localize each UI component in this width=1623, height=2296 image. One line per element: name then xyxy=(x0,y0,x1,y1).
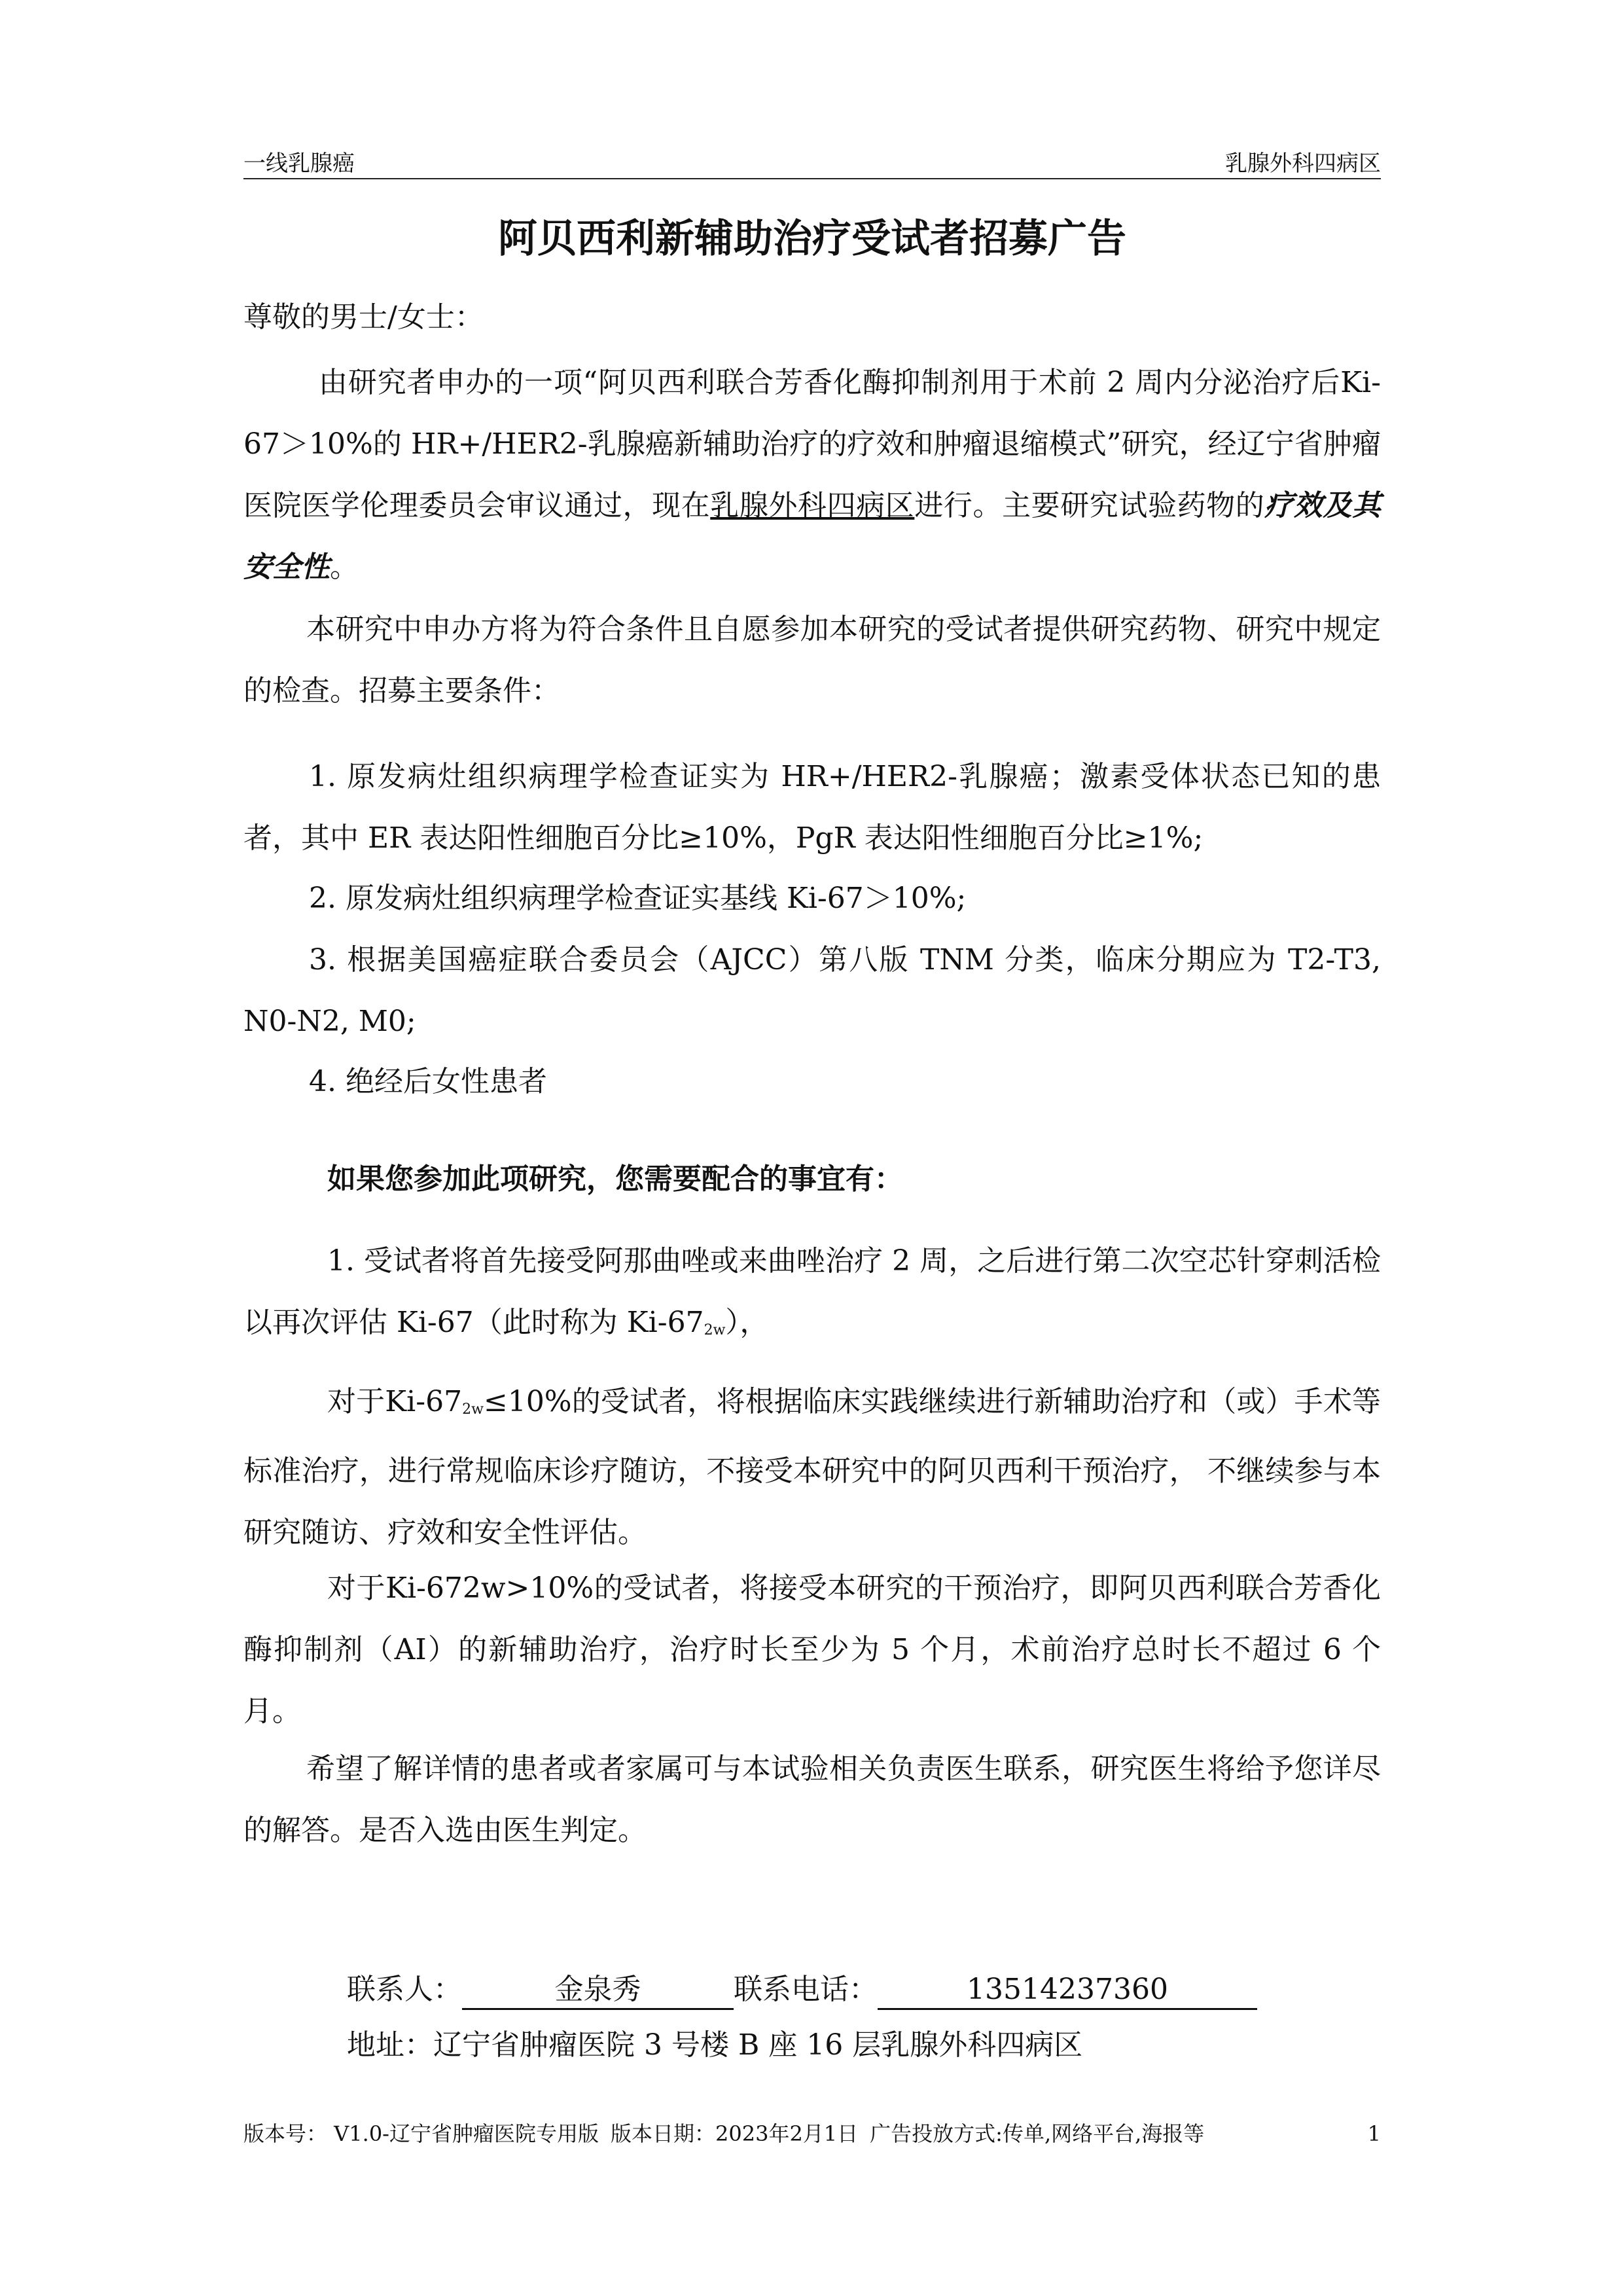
greeting: 尊敬的男士/女士： xyxy=(243,300,484,334)
req1-end: ）， xyxy=(725,1306,769,1339)
contact-person-value: 金泉秀 xyxy=(462,1971,734,2010)
page-footer xyxy=(243,2117,1381,2150)
req1-main: 1. 受试者将首先接受阿那曲唑或来曲唑治疗 2 周，之后进行第二次空芯针穿刺活检以再次评估 Ki-67（此时称为 Ki-67 xyxy=(243,1244,1381,1339)
header-left-text: 一线乳腺癌 xyxy=(243,151,355,177)
criteria-item-2: 2. 原发病灶组织病理学检查证实基线 Ki-67＞10%; xyxy=(309,882,967,915)
contact-phone-value: 13514237360 xyxy=(878,1971,1257,2010)
criteria-item-3: 3. 根据美国癌症联合委员会（AJCC）第八版 TNM 分类，临床分期应为 T2-T3, N0-N2, M0; xyxy=(243,943,1381,1038)
intro-paragraph xyxy=(243,352,1381,598)
requirement-2 xyxy=(243,1371,1381,1564)
contact-phone-label: 联系电话： xyxy=(734,1973,878,2006)
page-header xyxy=(243,145,1381,179)
req2-pre: 对于Ki-67 xyxy=(327,1385,463,1418)
req2-subscript: 2w xyxy=(462,1401,484,1418)
closing-paragraph: 希望了解详情的患者或者家属可与本试验相关负责医生联系，研究医生将给予您详尽的解答。是否入选由医生判定。 xyxy=(243,1752,1381,1847)
contact-person-label: 联系人： xyxy=(347,1973,462,2006)
requirement-3: 对于Ki-672w>10%的受试者，将接受本研究的干预治疗，即阿贝西利联合芳香化酶抑制剂（AI）的新辅助治疗，治疗时长至少为 5 个月，术前治疗总时长不超过 6 个月。 xyxy=(243,1571,1381,1728)
req2-main: ≤10%的受试者，将根据临床实践继续进行新辅助治疗和（或）手术等标准治疗，进行常规临床诊疗随访，不接受本研究中的阿贝西利干预治疗， 不继续参与本研究随访、疗效和安全性评估。 xyxy=(243,1385,1381,1549)
intro-part1: 由研究者申办的一项“阿贝西利联合芳香化酶抑制剂用于术前 2 周内分泌治疗后Ki-67＞10%的 HR+/HER2-乳腺癌新辅助治疗的疗效和肿瘤退缩模式”研究，经辽宁省肿瘤医院医学伦理委员会审议通过，现在 xyxy=(243,366,1381,522)
criteria-item-1: 1. 原发病灶组织病理学检查证实为 HR+/HER2-乳腺癌；激素受体状态已知的患者，其中 ER 表达阳性细胞百分比≥10%，PgR 表达阳性细胞百分比≥1%; xyxy=(243,760,1381,855)
req1-subscript: 2w xyxy=(704,1322,726,1338)
requirement-1 xyxy=(243,1230,1381,1361)
sponsor-paragraph: 本研究中申办方将为符合条件且自愿参加本研究的受试者提供研究药物、研究中规定的检查。招募主要条件： xyxy=(243,613,1381,708)
footer-method: 广告投放方式:传单,网络平台,海报等 xyxy=(870,2121,1205,2146)
intro-part2: 进行。主要研究试验药物的 xyxy=(914,489,1265,522)
footer-date: 版本日期：2023年2月1日 xyxy=(611,2121,859,2146)
criteria-item-4: 4. 绝经后女性患者 xyxy=(309,1065,547,1098)
requirements-heading: 如果您参加此项研究，您需要配合的事宜有： xyxy=(327,1162,903,1196)
footer-page-number: 1 xyxy=(1367,2121,1381,2146)
contact-address: 地址：辽宁省肿瘤医院 3 号楼 B 座 16 层乳腺外科四病区 xyxy=(347,2028,1083,2062)
header-right-text: 乳腺外科四病区 xyxy=(1225,151,1381,177)
intro-part3: 。 xyxy=(330,550,359,584)
intro-emphasis: 疗效及其安全性 xyxy=(243,489,1382,584)
footer-version: 版本号： V1.0-辽宁省肿瘤医院专用版 xyxy=(243,2121,599,2146)
contact-line xyxy=(347,1967,1257,2013)
intro-location: 乳腺外科四病区 xyxy=(710,489,915,522)
document-title: 阿贝西利新辅助治疗受试者招募广告 xyxy=(498,216,1126,262)
